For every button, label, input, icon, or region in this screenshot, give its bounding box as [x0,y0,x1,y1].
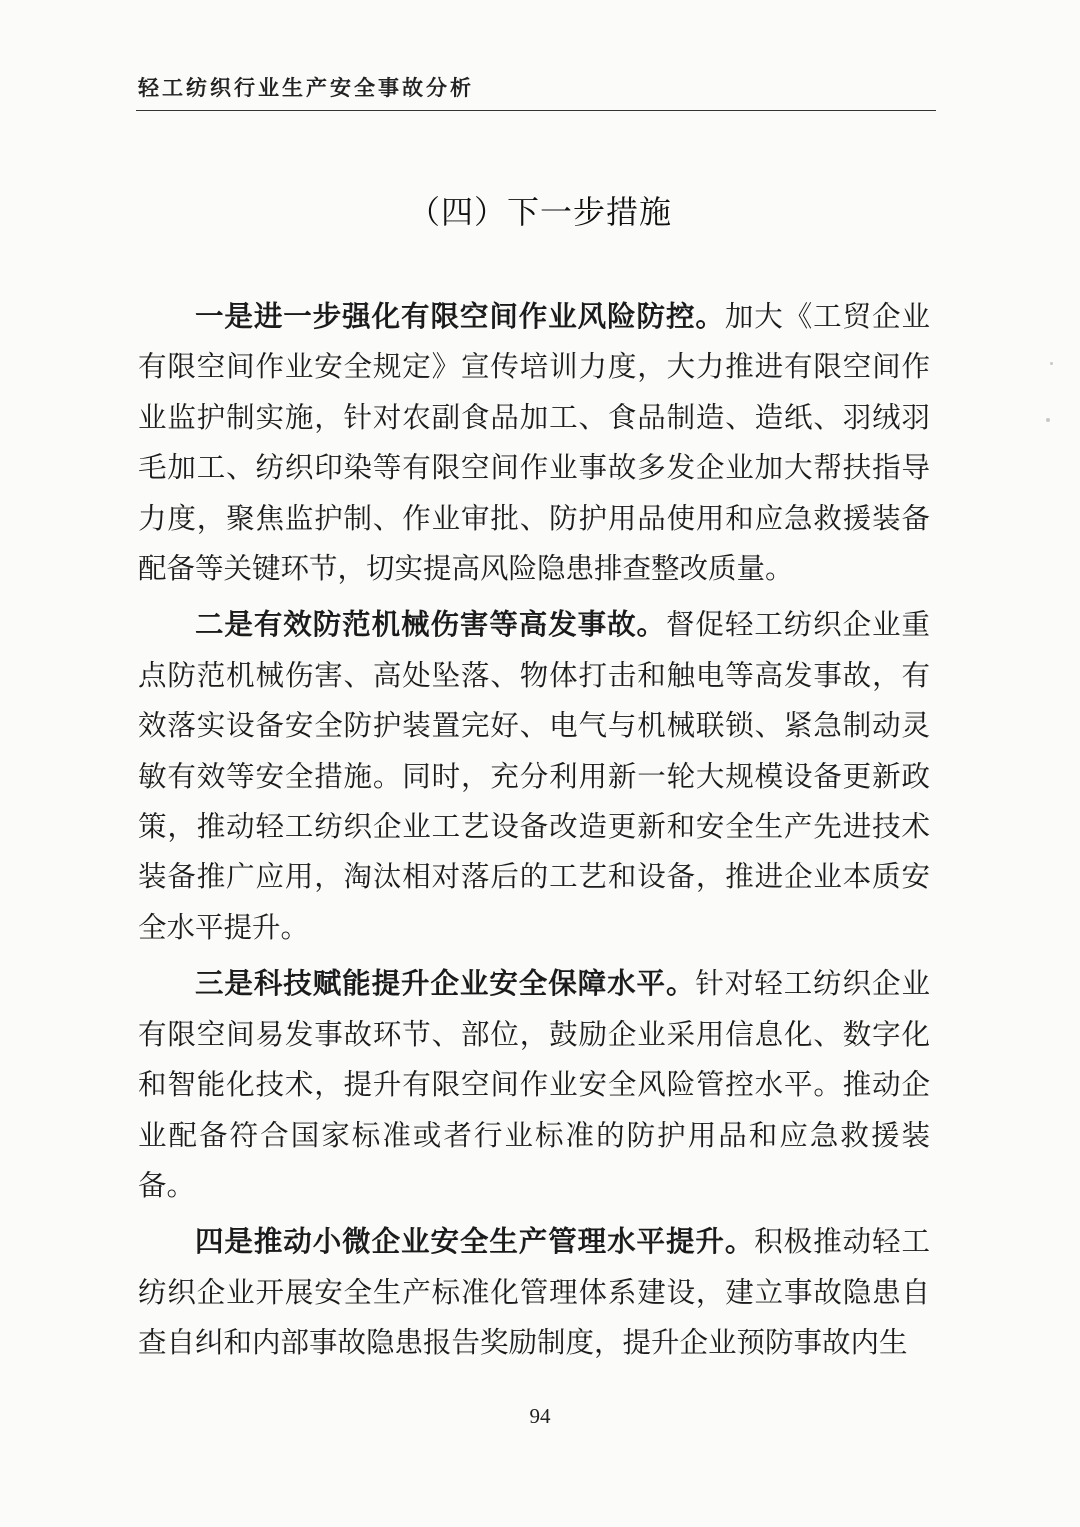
body-text [138,292,930,1375]
paragraph-1-text: 加大《工贸企业有限空间作业安全规定》宣传培训力度，大力推进有限空间作业监护制实施，针对农副食品加工、食品制造、造纸、羽绒羽毛加工、纺织印染等有限空间作业事故多发企业加大帮扶指导力度，聚焦监护制、作业审批、防护用品使用和应急救援装备配备等关键环节，切实提高风险隐患排查整改质量。 [138,300,930,586]
paragraph-4-lead: 四是推动小微企业安全生产管理水平提升。 [195,1225,755,1259]
paragraph-2 [138,600,930,953]
page-number: 94 [529,1404,551,1428]
running-header: 轻工纺织行业生产安全事故分析 [138,76,474,100]
header-rule [136,110,936,111]
paragraph-3-text: 针对轻工纺织企业有限空间易发事故环节、部位，鼓励企业采用信息化、数字化和智能化技术，提升有限空间作业安全风险管控水平。推动企业配备符合国家标准或者行业标准的防护用品和应急救援装备。 [138,967,930,1202]
scan-speck [1046,418,1050,422]
paragraph-2-lead: 二是有效防范机械伤害等高发事故。 [195,608,666,642]
paragraph-3-lead: 三是科技赋能提升企业安全保障水平。 [195,967,696,1001]
paragraph-2-text: 督促轻工纺织企业重点防范机械伤害、高处坠落、物体打击和触电等高发事故，有效落实设备安全防护装置完好、电气与机械联锁、紧急制动灵敏有效等安全措施。同时，充分利用新一轮大规模设备更新政策，推动轻工纺织企业工艺设备改造更新和安全生产先进技术装备推广应用，淘汰相对落后的工艺和设备，推进企业本质安全水平提升。 [138,608,930,944]
section-title: （四）下一步措施 [407,193,672,231]
paragraph-1 [138,292,930,594]
paragraph-1-lead: 一是进一步强化有限空间作业风险防控。 [195,300,725,333]
paragraph-4 [138,1217,930,1368]
paragraph-3 [138,959,930,1211]
scan-speck [1050,362,1053,365]
paragraph-4-text: 积极推动轻工纺织企业开展安全生产标准化管理体系建设，建立事故隐患自查自纠和内部事故隐患报告奖励制度，提升企业预防事故内生 [138,1225,930,1360]
